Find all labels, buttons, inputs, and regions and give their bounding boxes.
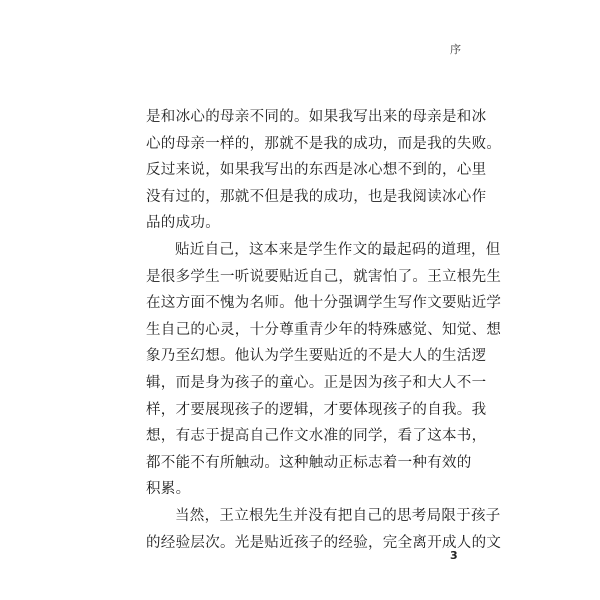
body-text: [146, 104, 502, 556]
text-line: 在这方面不愧为名师。他十分强调学生写作文要贴近学: [146, 295, 502, 312]
paragraph-start-line: 贴近自己，这本来是学生作文的最起码的道理，但: [175, 241, 501, 258]
text-line: 都不能不有所触动。这种触动正标志着一种有效的: [146, 454, 472, 471]
text-line: 积累。: [146, 481, 191, 498]
text-line: 样，才要展现孩子的逻辑，才要体现孩子的自我。我: [146, 401, 487, 418]
text-line: 品的成功。: [146, 215, 220, 232]
paragraph-start-line: 当然，王立根先生并没有把自己的思考局限于孩子: [175, 507, 501, 524]
text-line: 象乃至幻想。他认为学生要贴近的不是大人的生活逻: [146, 348, 487, 365]
running-head-title: 序: [450, 43, 461, 56]
text-line: 想，有志于提高自己作文水准的同学，看了这本书，: [146, 428, 487, 445]
text-line: 辑，而是身为孩子的童心。正是因为孩子和大人不一: [146, 374, 487, 391]
text-line: 反过来说，如果我写出的东西是冰心想不到的，心里: [146, 162, 487, 179]
text-line: 的经验层次。光是贴近孩子的经验，完全离开成人的文: [146, 534, 502, 551]
text-line: 生自己的心灵，十分尊重青少年的特殊感觉、知觉、想: [146, 321, 502, 338]
text-line: 是很多学生一听说要贴近自己，就害怕了。王立根先生: [146, 268, 502, 285]
page-number: 3: [450, 549, 458, 562]
text-line: 心的母亲一样的，那就不是我的成功，而是我的失败。: [146, 135, 502, 152]
text-line: 是和冰心的母亲不同的。如果我写出来的母亲是和冰: [146, 109, 487, 125]
text-line: 没有过的，那就不但是我的成功，也是我阅读冰心作: [146, 188, 487, 205]
